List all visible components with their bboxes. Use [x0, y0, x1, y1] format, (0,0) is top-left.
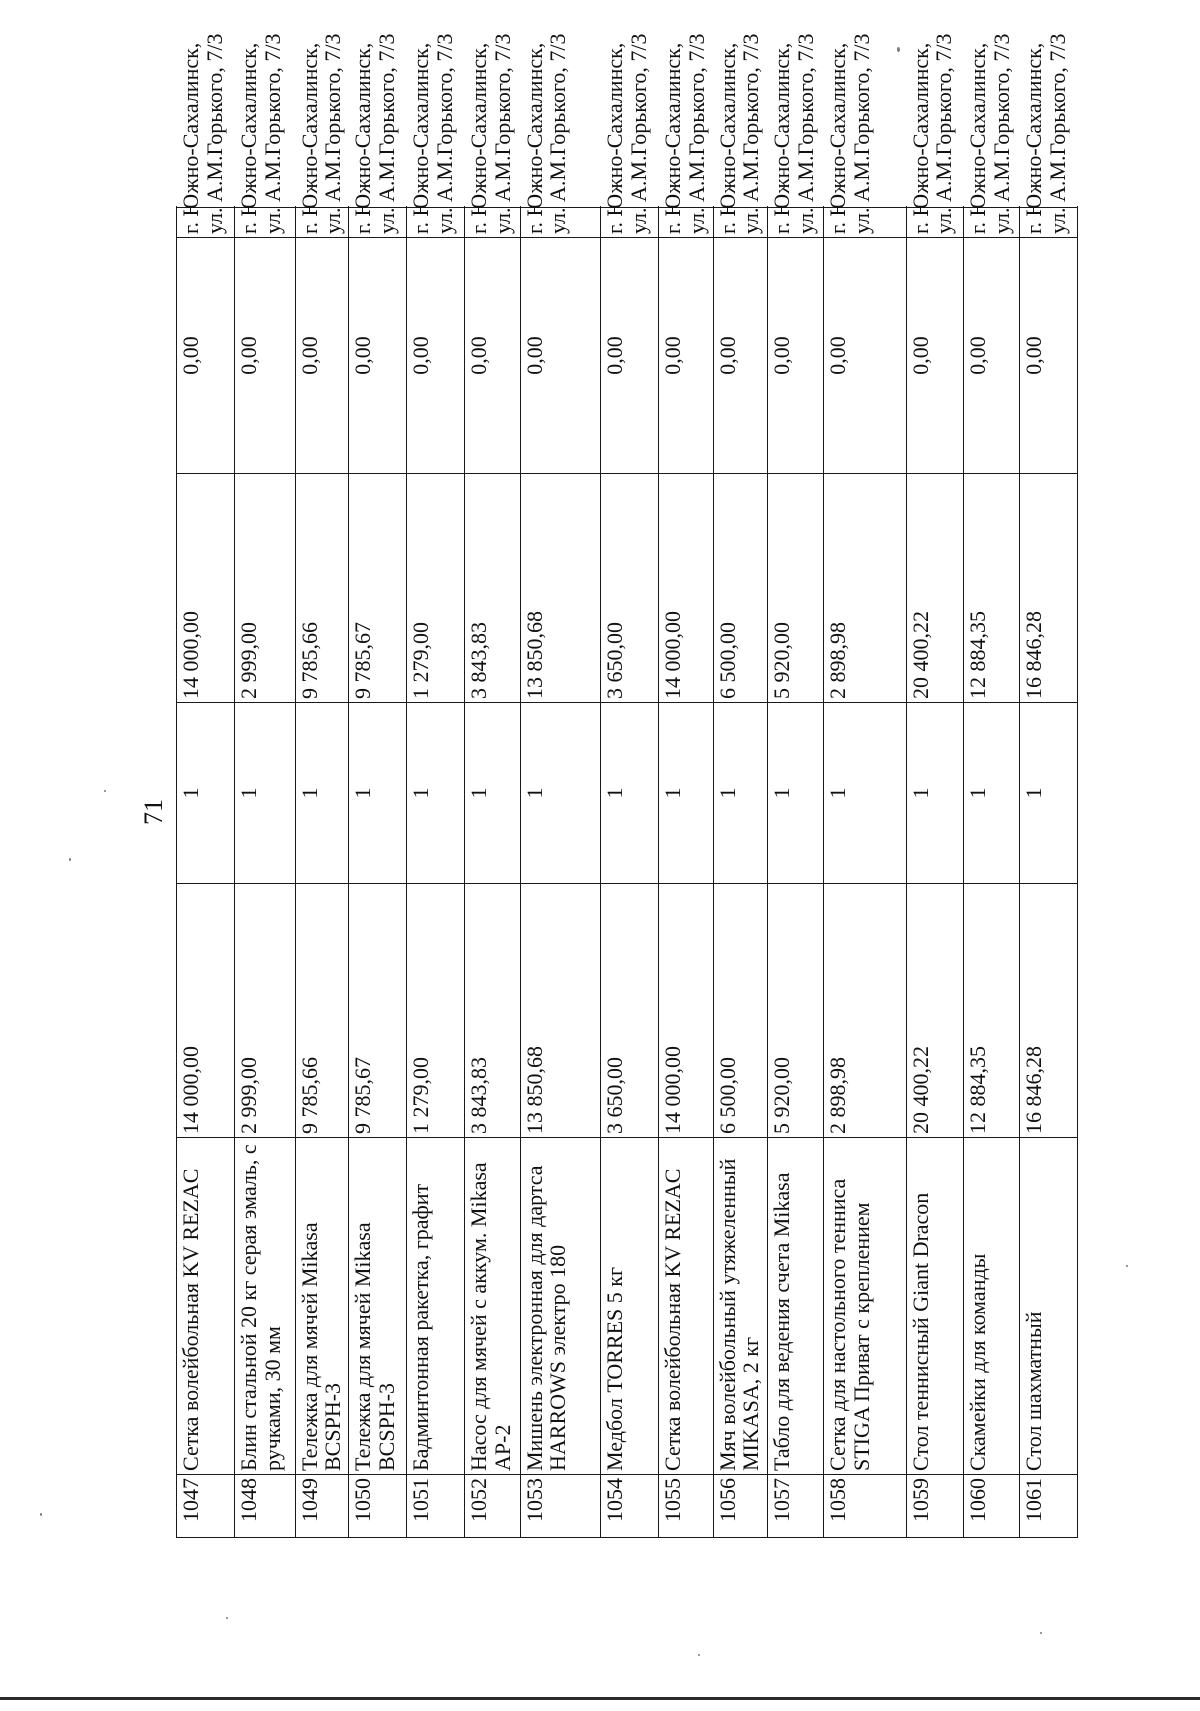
- address-line-city: г. Южно-Сахалинск,: [769, 42, 795, 234]
- scan-speck: [226, 1617, 228, 1619]
- depreciation-cell: 0,00: [349, 238, 407, 474]
- address-cell: [823, 33, 906, 238]
- quantity-cell: 1: [234, 703, 295, 884]
- quantity-cell: 1: [713, 703, 768, 884]
- address-line-street: ул. А.М.Горького, 7/3: [683, 33, 709, 234]
- depreciation-cell: 0,00: [713, 238, 768, 474]
- address-line-city: г. Южно-Сахалинск,: [714, 42, 740, 234]
- table-row: [349, 208, 407, 1538]
- book-value-cell: 14 000,00: [658, 474, 713, 703]
- balance-value-cell: 3 843,83: [464, 884, 520, 1138]
- depreciation-cell: 0,00: [906, 238, 964, 474]
- address-cell: [658, 33, 713, 238]
- row-number-cell: 1053: [520, 1475, 601, 1538]
- depreciation-cell: 0,00: [601, 238, 659, 474]
- table-row: [713, 208, 768, 1538]
- quantity-cell: 1: [964, 703, 1020, 884]
- quantity-cell: 1: [464, 703, 520, 884]
- table-row: [464, 208, 520, 1538]
- item-name-cell: Бадминтонная ракетка, графит: [407, 1138, 465, 1475]
- address-line-city: г. Южно-Сахалинск,: [521, 42, 547, 234]
- scan-speck: [104, 790, 106, 792]
- address-line-city: г. Южно-Сахалинск,: [350, 42, 376, 234]
- table-row: [768, 208, 824, 1538]
- item-name-cell: Сетка для настольного тенниса STIGA Приват с креплением: [823, 1138, 906, 1475]
- address-cell: [713, 33, 768, 238]
- scan-speck: [897, 47, 900, 52]
- address-line-street: ул. А.М.Горького, 7/3: [489, 33, 515, 234]
- depreciation-cell: 0,00: [1020, 238, 1078, 474]
- address-line-street: ул. А.М.Горького, 7/3: [259, 33, 285, 234]
- address-line-city: г. Южно-Сахалинск,: [602, 42, 628, 234]
- row-number-cell: 1054: [601, 1475, 659, 1538]
- address-cell: [1020, 33, 1078, 238]
- address-line-city: г. Южно-Сахалинск,: [965, 42, 991, 234]
- item-name-cell: Скамейки для команды: [964, 1138, 1020, 1475]
- address-cell: [464, 33, 520, 238]
- table-row: [295, 208, 349, 1538]
- address-line-city: г. Южно-Сахалинск,: [235, 42, 261, 234]
- balance-value-cell: 9 785,66: [295, 884, 349, 1138]
- book-value-cell: 1 279,00: [407, 474, 465, 703]
- item-name-cell: Мишень электронная для дартса HARROWS электро 180: [520, 1138, 601, 1475]
- table-row: [407, 208, 465, 1538]
- item-name-cell: Стол теннисный Giant Dracon: [906, 1138, 964, 1475]
- scan-speck: [1040, 1632, 1042, 1634]
- address-line-street: ул. А.М.Горького, 7/3: [989, 33, 1015, 234]
- scan-speck: [69, 858, 71, 861]
- depreciation-cell: 0,00: [823, 238, 906, 474]
- quantity-cell: 1: [177, 703, 235, 884]
- item-name-cell: Блин стальной 20 кг серая эмаль, с ручками, 30 мм: [234, 1138, 295, 1475]
- address-line-street: ул. А.М.Горького, 7/3: [625, 33, 651, 234]
- quantity-cell: 1: [658, 703, 713, 884]
- address-line-city: г. Южно-Сахалинск,: [907, 42, 933, 234]
- balance-value-cell: 14 000,00: [658, 884, 713, 1138]
- table-body: [177, 33, 1078, 1538]
- row-number-cell: 1047: [177, 1475, 235, 1538]
- address-cell: [520, 33, 601, 238]
- row-number-cell: 1048: [234, 1475, 295, 1538]
- address-line-street: ул. А.М.Горького, 7/3: [738, 33, 764, 234]
- table-row: [906, 208, 964, 1538]
- balance-value-cell: 2 898,98: [823, 884, 906, 1138]
- depreciation-cell: 0,00: [234, 238, 295, 474]
- quantity-cell: 1: [407, 703, 465, 884]
- row-number-cell: 1052: [464, 1475, 520, 1538]
- row-number-cell: 1061: [1020, 1475, 1078, 1538]
- page-number: 71: [139, 799, 168, 825]
- book-value-cell: 12 884,35: [964, 474, 1020, 703]
- address-line-street: ул. А.М.Горького, 7/3: [931, 33, 957, 234]
- row-number-cell: 1056: [713, 1475, 768, 1538]
- quantity-cell: 1: [295, 703, 349, 884]
- address-line-street: ул. А.М.Горького, 7/3: [793, 33, 819, 234]
- book-value-cell: 14 000,00: [177, 474, 235, 703]
- quantity-cell: 1: [520, 703, 601, 884]
- balance-value-cell: 13 850,68: [520, 884, 601, 1138]
- table-row: [823, 208, 906, 1538]
- item-name-cell: Стол шахматный: [1020, 1138, 1078, 1475]
- balance-value-cell: 6 500,00: [713, 884, 768, 1138]
- address-line-city: г. Южно-Сахалинск,: [465, 42, 491, 234]
- address-cell: [177, 33, 235, 238]
- row-number-cell: 1060: [964, 1475, 1020, 1538]
- item-name-cell: Тележка для мячей Mikasa BCSPH-3: [349, 1138, 407, 1475]
- item-name-cell: Табло для ведения счета Mikasa: [768, 1138, 824, 1475]
- scan-speck: [40, 1513, 42, 1516]
- book-value-cell: 13 850,68: [520, 474, 601, 703]
- row-number-cell: 1059: [906, 1475, 964, 1538]
- balance-value-cell: 16 846,28: [1020, 884, 1078, 1138]
- balance-value-cell: 5 920,00: [768, 884, 824, 1138]
- address-line-street: ул. А.М.Горького, 7/3: [320, 33, 346, 234]
- address-line-street: ул. А.М.Горького, 7/3: [431, 33, 457, 234]
- book-value-cell: 9 785,67: [349, 474, 407, 703]
- quantity-cell: 1: [906, 703, 964, 884]
- address-line-street: ул. А.М.Горького, 7/3: [374, 33, 400, 234]
- depreciation-cell: 0,00: [520, 238, 601, 474]
- table-row: [520, 208, 601, 1538]
- address-line-street: ул. А.М.Горького, 7/3: [1044, 33, 1070, 234]
- book-value-cell: 20 400,22: [906, 474, 964, 703]
- book-value-cell: 3 843,83: [464, 474, 520, 703]
- book-value-cell: 2 898,98: [823, 474, 906, 703]
- item-name-cell: Мяч волейбольный утяжеленный MIKASA, 2 кг: [713, 1138, 768, 1475]
- item-name-cell: Медбол TORRES 5 кг: [601, 1138, 659, 1475]
- book-value-cell: 2 999,00: [234, 474, 295, 703]
- balance-value-cell: 20 400,22: [906, 884, 964, 1138]
- address-line-city: г. Южно-Сахалинск,: [408, 42, 434, 234]
- address-line-street: ул. А.М.Горького, 7/3: [201, 33, 227, 234]
- depreciation-cell: 0,00: [658, 238, 713, 474]
- row-number-cell: 1049: [295, 1475, 349, 1538]
- book-value-cell: 6 500,00: [713, 474, 768, 703]
- balance-value-cell: 3 650,00: [601, 884, 659, 1138]
- item-name-cell: Насос для мячей с аккум. Mikasa AP-2: [464, 1138, 520, 1475]
- row-number-cell: 1051: [407, 1475, 465, 1538]
- quantity-cell: 1: [823, 703, 906, 884]
- scan-speck: [698, 1654, 700, 1656]
- book-value-cell: 3 650,00: [601, 474, 659, 703]
- address-cell: [234, 33, 295, 238]
- inventory-table-rotated: [176, 33, 1078, 1538]
- depreciation-cell: 0,00: [407, 238, 465, 474]
- table-row: [964, 208, 1020, 1538]
- quantity-cell: 1: [768, 703, 824, 884]
- address-line-city: г. Южно-Сахалинск,: [178, 42, 203, 234]
- table-row: [658, 208, 713, 1538]
- depreciation-cell: 0,00: [768, 238, 824, 474]
- book-value-cell: 16 846,28: [1020, 474, 1078, 703]
- row-number-cell: 1057: [768, 1475, 824, 1538]
- address-line-city: г. Южно-Сахалинск,: [659, 42, 685, 234]
- address-line-street: ул. А.М.Горького, 7/3: [545, 33, 571, 234]
- address-cell: [906, 33, 964, 238]
- table-row: [601, 208, 659, 1538]
- quantity-cell: 1: [1020, 703, 1078, 884]
- depreciation-cell: 0,00: [964, 238, 1020, 474]
- balance-value-cell: 14 000,00: [177, 884, 235, 1138]
- scan-bottom-edge: [0, 1697, 1200, 1700]
- address-cell: [407, 33, 465, 238]
- book-value-cell: 9 785,66: [295, 474, 349, 703]
- quantity-cell: 1: [601, 703, 659, 884]
- balance-value-cell: 1 279,00: [407, 884, 465, 1138]
- row-number-cell: 1058: [823, 1475, 906, 1538]
- address-cell: [349, 33, 407, 238]
- inventory-table: [176, 33, 1078, 1538]
- depreciation-cell: 0,00: [464, 238, 520, 474]
- quantity-cell: 1: [349, 703, 407, 884]
- address-line-city: г. Южно-Сахалинск,: [824, 42, 850, 234]
- table-row: [234, 208, 295, 1538]
- table-row: [1020, 208, 1078, 1538]
- address-cell: [601, 33, 659, 238]
- address-cell: [768, 33, 824, 238]
- balance-value-cell: 12 884,35: [964, 884, 1020, 1138]
- balance-value-cell: 9 785,67: [349, 884, 407, 1138]
- scan-speck: [1126, 1265, 1128, 1267]
- row-number-cell: 1055: [658, 1475, 713, 1538]
- table-row: [177, 208, 235, 1538]
- address-line-street: ул. А.М.Горького, 7/3: [848, 33, 874, 234]
- item-name-cell: Сетка волейбольная KV REZAC: [177, 1138, 235, 1475]
- balance-value-cell: 2 999,00: [234, 884, 295, 1138]
- address-cell: [295, 33, 349, 238]
- address-line-city: г. Южно-Сахалинск,: [1021, 42, 1047, 234]
- book-value-cell: 5 920,00: [768, 474, 824, 703]
- item-name-cell: Сетка волейбольная KV REZAC: [658, 1138, 713, 1475]
- row-number-cell: 1050: [349, 1475, 407, 1538]
- depreciation-cell: 0,00: [177, 238, 235, 474]
- address-cell: [964, 33, 1020, 238]
- depreciation-cell: 0,00: [295, 238, 349, 474]
- item-name-cell: Тележка для мячей Mikasa BCSPH-3: [295, 1138, 349, 1475]
- address-line-city: г. Южно-Сахалинск,: [296, 42, 322, 234]
